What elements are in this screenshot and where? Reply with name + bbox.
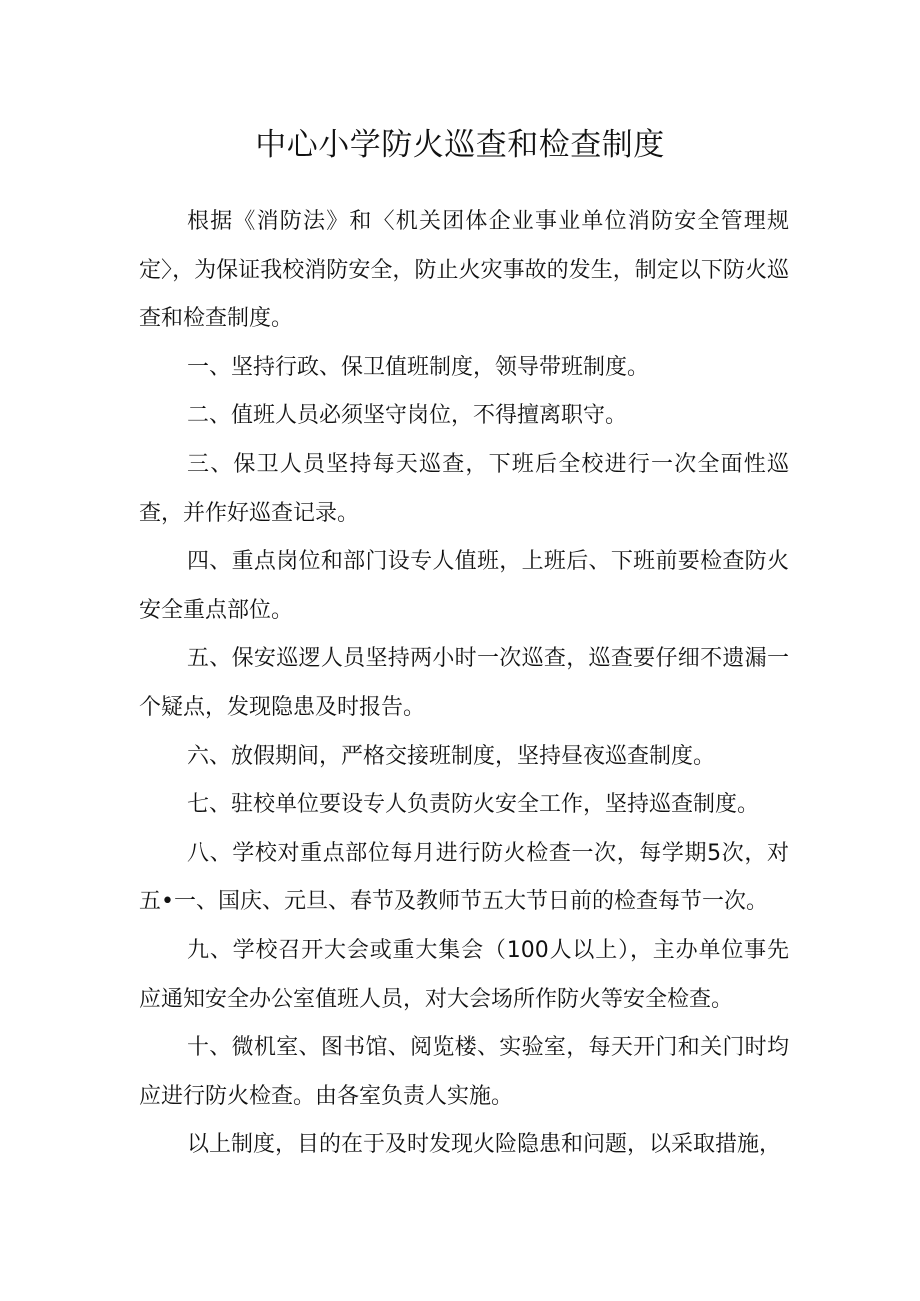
paragraph-rule-9: 九、学校召开大会或重大集会（100人以上），主办单位事先应通知安全办公室值班人员，对大会场所作防火等安全检查。 — [139, 937, 789, 1012]
paragraph-rule-1: 一、坚持行政、保卫值班制度，领导带班制度。 — [187, 354, 650, 380]
paragraph-rule-6: 六、放假期间，严格交接班制度，坚持昼夜巡查制度。 — [187, 743, 716, 769]
paragraph-rule-4: 四、重点岗位和部门设专人值班，上班后、下班前要检查防火安全重点部位。 — [139, 549, 789, 623]
paragraph-rule-2: 二、值班人员必须坚守岗位，不得擅离职守。 — [187, 403, 628, 429]
paragraph-rule-5: 五、保安巡逻人员坚持两小时一次巡查，巡查要仔细不遗漏一个疑点，发现隐患及时报告。 — [139, 646, 789, 720]
document-body — [139, 198, 789, 1170]
paragraph-rule-8: 八、学校对重点部位每月进行防火检查一次，每学期5次，对五•一、国庆、元旦、春节及教师节五大节日前的检查每节一次。 — [139, 840, 789, 915]
paragraph-conclusion: 以上制度，目的在于及时发现火险隐患和问题，以采取措施， — [187, 1132, 782, 1158]
paragraph-rule-7: 七、驻校单位要设专人负责防火安全工作，坚持巡查制度。 — [187, 792, 760, 818]
paragraph-intro: 根据《消防法》和〈机关团体企业事业单位消防安全管理规定〉，为保证我校消防安全，防止火灾事故的发生，制定以下防火巡查和检查制度。 — [139, 209, 789, 332]
document-title: 中心小学防火巡查和检查制度 — [255, 127, 665, 163]
paragraph-rule-10: 十、微机室、图书馆、阅览楼、实验室，每天开门和关门时均应进行防火检查。由各室负责人实施。 — [139, 1035, 789, 1109]
paragraph-rule-3: 三、保卫人员坚持每天巡查，下班后全校进行一次全面性巡查，并作好巡查记录。 — [139, 451, 789, 526]
